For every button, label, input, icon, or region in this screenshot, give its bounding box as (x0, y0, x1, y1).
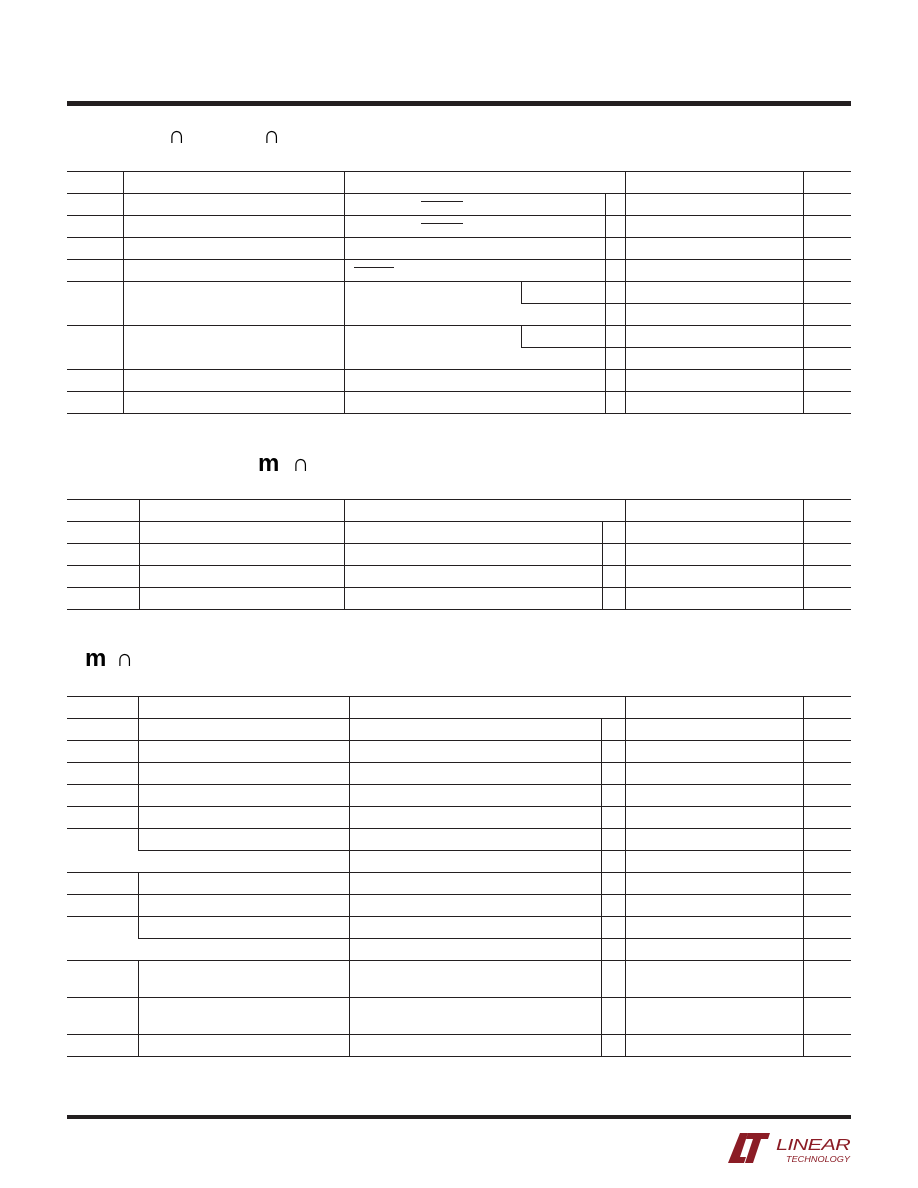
table-cell (123, 282, 344, 326)
table-cell (601, 917, 625, 939)
table-cell (602, 588, 625, 610)
table-cell (625, 961, 803, 998)
table-cell (602, 566, 625, 588)
table-cell (625, 873, 803, 895)
table-cell (605, 348, 625, 370)
table-cell (625, 392, 803, 414)
table-row (67, 719, 851, 741)
table-row (67, 961, 851, 998)
table-cell (625, 216, 803, 238)
table-cell (67, 1035, 138, 1057)
section2-glyph-1: m (258, 450, 281, 477)
table-cell (139, 522, 344, 544)
table-cell (139, 544, 344, 566)
table-cell (138, 961, 349, 998)
table-cell (803, 961, 851, 998)
linear-technology-logo (726, 1131, 852, 1165)
table-cell (67, 238, 123, 260)
table-cell (803, 260, 851, 282)
table-cell (625, 544, 803, 566)
table-cell (67, 282, 123, 326)
table-row (67, 216, 851, 238)
table-cell (344, 370, 605, 392)
table-1-header-row (67, 172, 851, 194)
table-cell (803, 998, 851, 1035)
table-cell (803, 895, 851, 917)
overbar (421, 223, 463, 224)
table-cell (803, 829, 851, 851)
table-cell (67, 216, 123, 238)
table-cell (67, 370, 123, 392)
table-row (67, 763, 851, 785)
table-row (67, 370, 851, 392)
table-3 (67, 696, 851, 1057)
table-cell (803, 873, 851, 895)
table-cell (625, 895, 803, 917)
table-cell (625, 522, 803, 544)
table-cell (605, 304, 625, 326)
table-3-header-row (67, 697, 851, 719)
table-cell (521, 304, 605, 326)
table-cell (67, 544, 139, 566)
table-cell (803, 763, 851, 785)
table-cell (601, 741, 625, 763)
table-cell (601, 829, 625, 851)
table-2 (67, 499, 851, 610)
table-cell (67, 522, 139, 544)
table-cell (349, 785, 601, 807)
overbar (354, 267, 394, 268)
table-row (67, 392, 851, 414)
table-cell (803, 719, 851, 741)
table-cell (803, 370, 851, 392)
overbar (421, 201, 463, 202)
table-cell (625, 566, 803, 588)
table-cell (344, 544, 602, 566)
table-cell (605, 216, 625, 238)
top-rule (67, 101, 851, 106)
table-cell (605, 392, 625, 414)
table-cell (605, 370, 625, 392)
table-cell (344, 566, 602, 588)
table-cell (625, 829, 803, 851)
table-cell (625, 304, 803, 326)
table-cell (138, 741, 349, 763)
table-cell (601, 939, 625, 961)
table-cell (67, 961, 138, 998)
table-cell (123, 194, 344, 216)
table-row (67, 260, 851, 282)
section3-glyph-1: m (85, 645, 108, 672)
logo-mark-t-shape (745, 1133, 770, 1163)
table-cell (139, 566, 344, 588)
table-cell (803, 326, 851, 348)
table-cell (803, 741, 851, 763)
table-row (67, 1035, 851, 1057)
table-cell (349, 961, 601, 998)
table-cell (123, 326, 344, 370)
table-cell (625, 500, 803, 522)
table-cell (67, 998, 138, 1035)
table-row (67, 873, 851, 895)
table-cell (625, 763, 803, 785)
table-cell (138, 917, 349, 939)
table-cell (803, 1035, 851, 1057)
table-cell (67, 719, 138, 741)
table-cell (605, 326, 625, 348)
table-cell (601, 1035, 625, 1057)
table-cell (605, 260, 625, 282)
table-cell (344, 172, 625, 194)
section1-glyph-1: ∩ (168, 122, 187, 149)
table-cell (67, 697, 138, 719)
table-cell (803, 282, 851, 304)
table-cell (625, 260, 803, 282)
table-cell (349, 829, 601, 851)
table-cell (67, 566, 139, 588)
table-cell (67, 588, 139, 610)
table-cell (138, 1035, 349, 1057)
table-cell (123, 172, 344, 194)
table-cell (625, 851, 803, 873)
table-row (67, 194, 851, 216)
table-cell (803, 304, 851, 326)
table-cell (139, 500, 344, 522)
table-cell (625, 741, 803, 763)
table-cell (625, 785, 803, 807)
table-cell (349, 917, 601, 939)
table-cell (344, 392, 605, 414)
table-cell (67, 194, 123, 216)
table-cell (625, 719, 803, 741)
table-cell (803, 544, 851, 566)
table-cell (67, 917, 138, 961)
table-cell (625, 697, 803, 719)
table-cell (67, 500, 139, 522)
table-cell (349, 998, 601, 1035)
table-row (67, 282, 851, 304)
table-cell (625, 998, 803, 1035)
table-cell (803, 851, 851, 873)
table-cell (349, 763, 601, 785)
table-cell (625, 172, 803, 194)
table-cell (349, 1035, 601, 1057)
table-cell (344, 260, 605, 282)
table-cell (803, 522, 851, 544)
table-cell (601, 961, 625, 998)
table-cell (605, 194, 625, 216)
table-row (67, 326, 851, 348)
table-cell (803, 238, 851, 260)
table-cell (138, 998, 349, 1035)
table-cell (803, 917, 851, 939)
table-cell (625, 807, 803, 829)
table-cell (349, 939, 601, 961)
table-cell (67, 763, 138, 785)
table-cell (138, 719, 349, 741)
table-row (67, 741, 851, 763)
bottom-rule (67, 1115, 851, 1119)
table-cell (138, 697, 349, 719)
table-cell (138, 763, 349, 785)
table-cell (138, 873, 349, 895)
table-cell (67, 807, 138, 829)
logo-wordmark-line1: LINEAR (776, 1137, 852, 1154)
table-cell (625, 370, 803, 392)
table-cell (67, 741, 138, 763)
table-cell (803, 807, 851, 829)
table-cell (344, 522, 602, 544)
table-row (67, 544, 851, 566)
table-cell (138, 829, 349, 851)
table-cell (803, 939, 851, 961)
table-row (67, 829, 851, 851)
table-cell (625, 282, 803, 304)
table-cell (349, 719, 601, 741)
table-cell (67, 895, 138, 917)
table-cell (605, 238, 625, 260)
table-cell (138, 785, 349, 807)
table-cell (625, 238, 803, 260)
section2-glyph-2: ∩ (292, 450, 311, 477)
table-row (67, 851, 851, 873)
table-cell (625, 1035, 803, 1057)
table-cell (349, 895, 601, 917)
table-cell (138, 851, 349, 873)
table-cell (625, 326, 803, 348)
table-cell (138, 807, 349, 829)
table-row (67, 939, 851, 961)
table-row (67, 917, 851, 939)
table-cell (344, 588, 602, 610)
table-cell (601, 998, 625, 1035)
table-cell (601, 785, 625, 807)
table-cell (602, 522, 625, 544)
table-cell (349, 741, 601, 763)
table-cell (349, 851, 601, 873)
table-cell (601, 895, 625, 917)
table-cell (803, 697, 851, 719)
table-cell (344, 282, 521, 326)
table-row (67, 566, 851, 588)
table-cell (349, 873, 601, 895)
table-cell (803, 392, 851, 414)
table-1 (67, 171, 851, 414)
table-cell (625, 917, 803, 939)
table-cell (349, 807, 601, 829)
table-cell (803, 194, 851, 216)
table-cell (601, 719, 625, 741)
table-cell (344, 238, 605, 260)
table-cell (67, 326, 123, 370)
table-cell (521, 282, 605, 304)
table-cell (803, 216, 851, 238)
table-row (67, 998, 851, 1035)
section3-glyph-2: ∩ (116, 645, 135, 672)
table-cell (123, 238, 344, 260)
logo-mark-l-shape (728, 1133, 748, 1163)
table-cell (803, 785, 851, 807)
table-cell (803, 566, 851, 588)
table-cell (803, 500, 851, 522)
table-cell (521, 326, 605, 348)
table-cell (625, 348, 803, 370)
table-cell (344, 194, 605, 216)
table-cell (625, 939, 803, 961)
table-row (67, 785, 851, 807)
table-row (67, 238, 851, 260)
logo-wordmark-line2: TECHNOLOGY (786, 1155, 851, 1164)
table-cell (67, 873, 138, 895)
table-cell (67, 829, 138, 873)
table-cell (625, 194, 803, 216)
table-row (67, 522, 851, 544)
table-cell (605, 282, 625, 304)
table-cell (803, 172, 851, 194)
section1-glyph-2: ∩ (263, 122, 282, 149)
table-cell (67, 392, 123, 414)
table-cell (123, 260, 344, 282)
table-cell (123, 370, 344, 392)
table-row (67, 895, 851, 917)
table-row (67, 588, 851, 610)
table-cell (344, 326, 521, 370)
table-cell (138, 939, 349, 961)
table-cell (602, 544, 625, 566)
table-cell (521, 348, 605, 370)
table-cell (349, 697, 625, 719)
table-2-header-row (67, 500, 851, 522)
table-cell (138, 895, 349, 917)
table-cell (123, 392, 344, 414)
table-cell (344, 500, 625, 522)
table-cell (67, 172, 123, 194)
table-cell (344, 216, 605, 238)
table-cell (601, 763, 625, 785)
table-cell (803, 588, 851, 610)
table-cell (601, 807, 625, 829)
table-cell (67, 260, 123, 282)
table-cell (625, 588, 803, 610)
table-cell (123, 216, 344, 238)
table-cell (601, 873, 625, 895)
table-cell (601, 851, 625, 873)
table-cell (139, 588, 344, 610)
table-cell (67, 785, 138, 807)
table-cell (803, 348, 851, 370)
table-row (67, 807, 851, 829)
